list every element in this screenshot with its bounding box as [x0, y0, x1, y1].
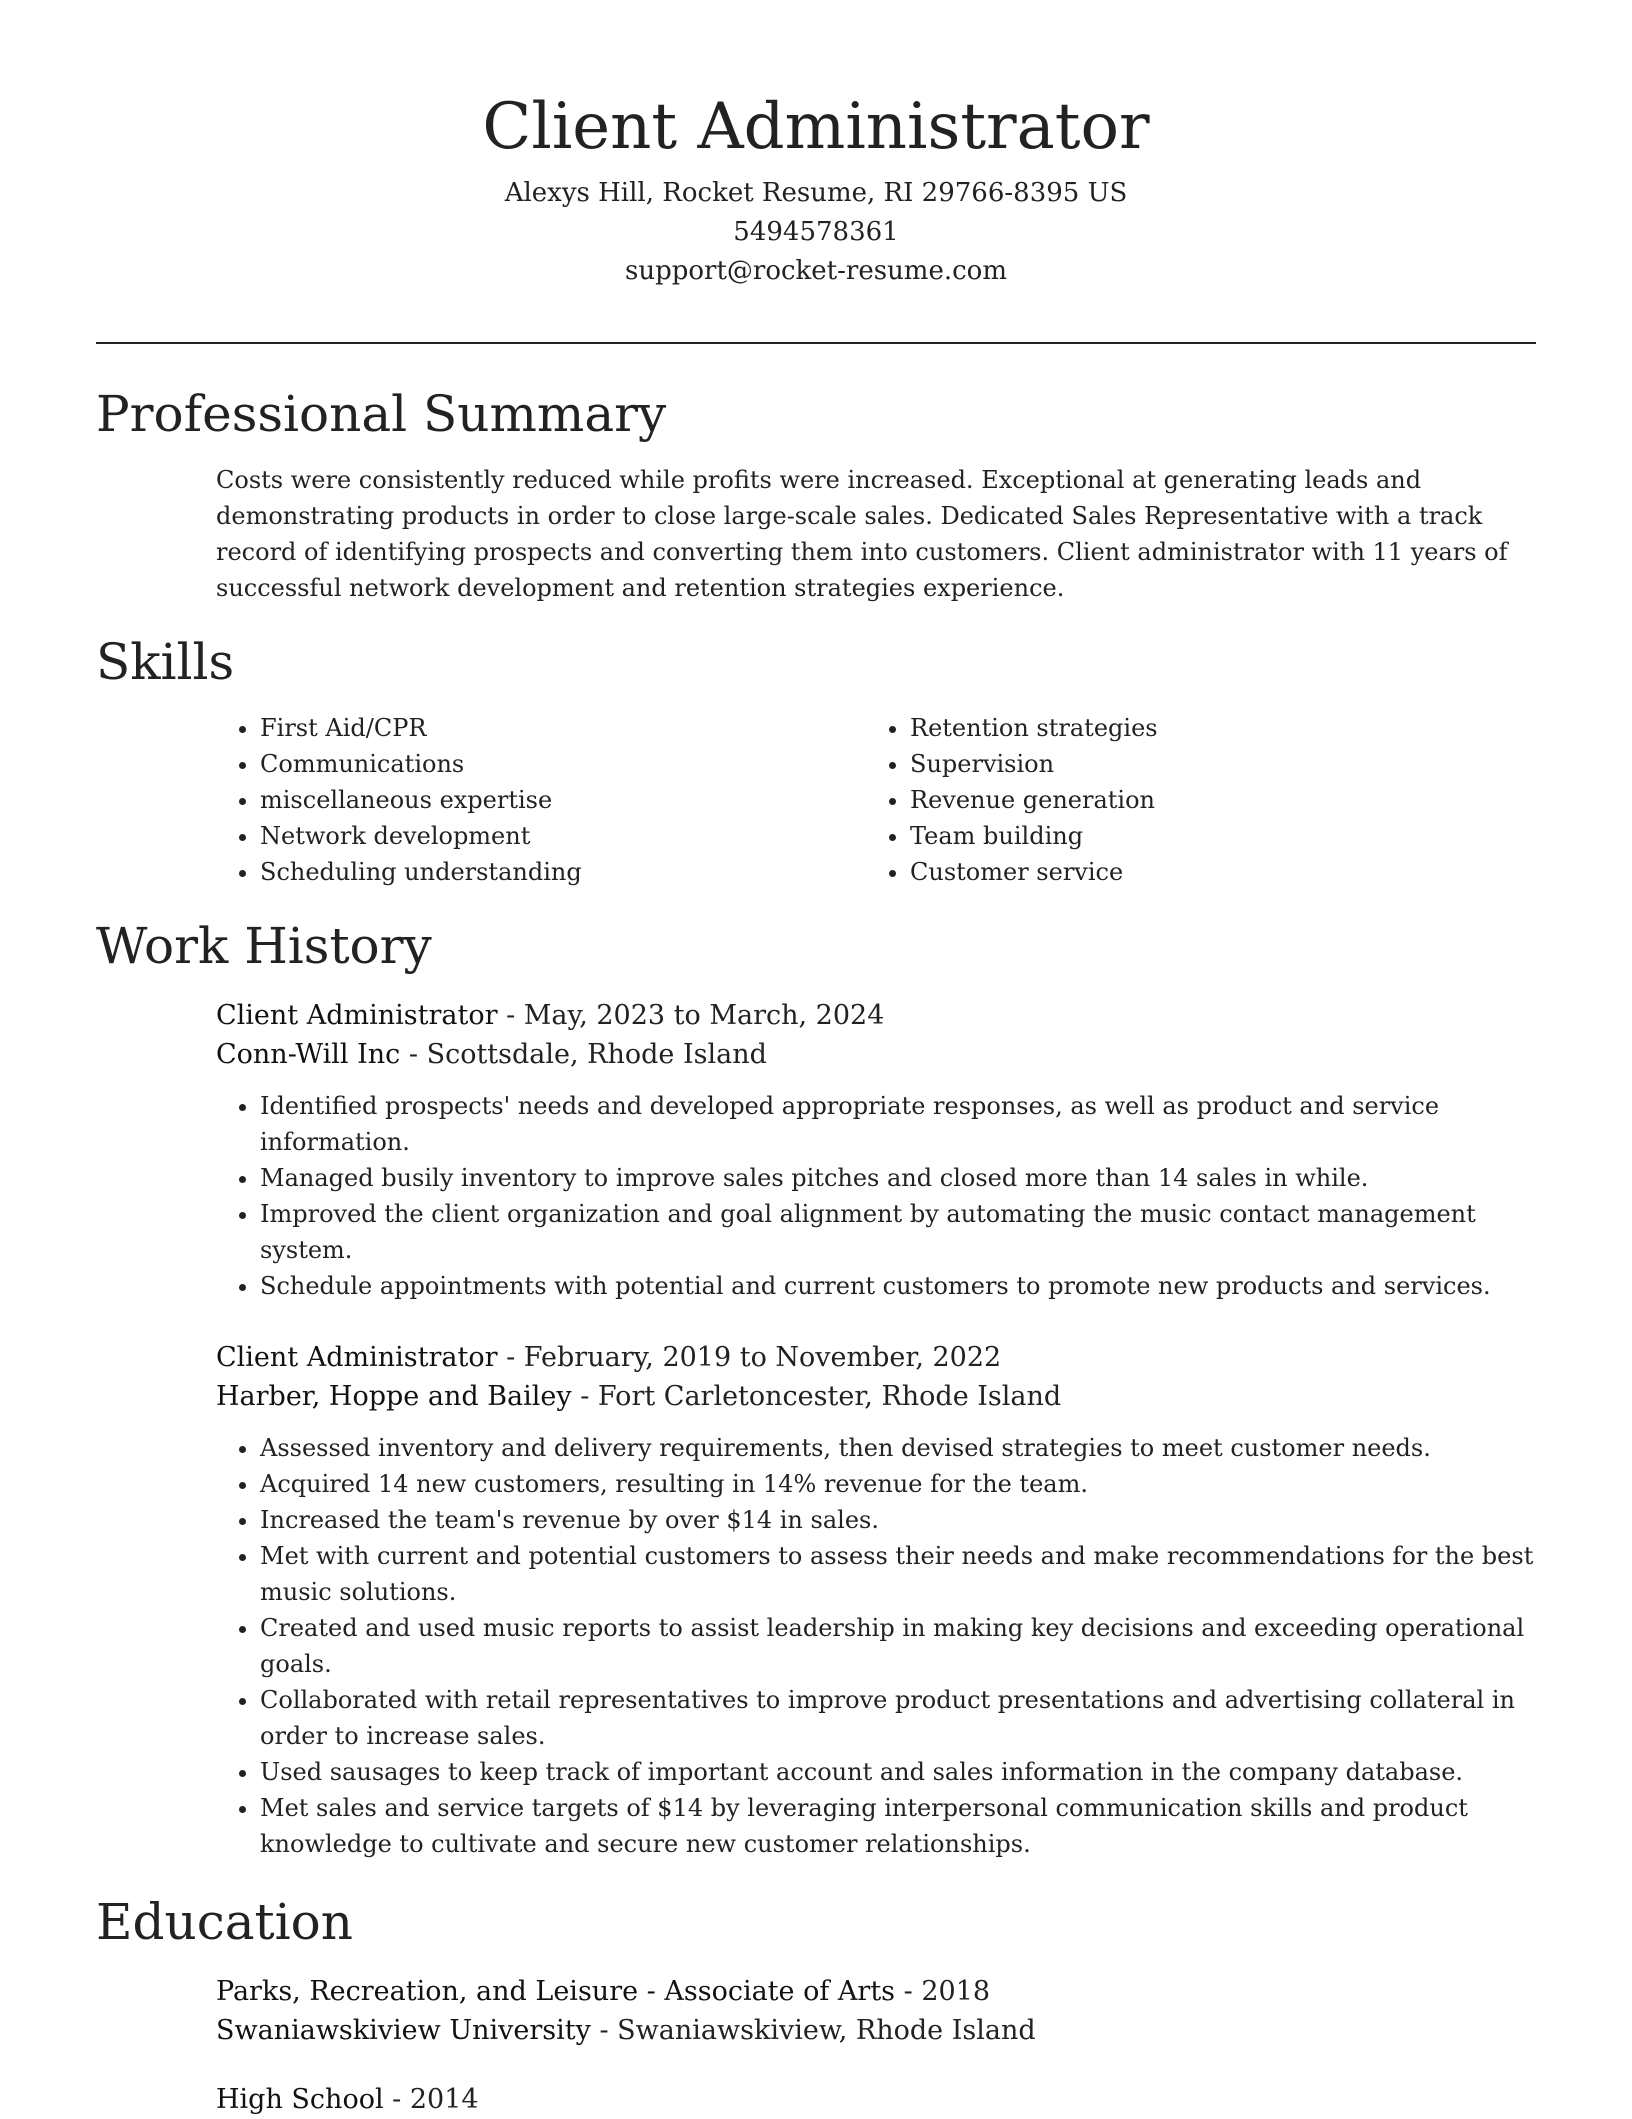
- job-bullet: • Managed busily inventory to improve sales pitches and closed more than 14 sales in while.: [260, 1160, 1536, 1196]
- skill-item: • miscellaneous expertise: [260, 782, 866, 818]
- job-bullets: [216, 1088, 1536, 1304]
- contact-email: support@rocket-resume.com: [624, 256, 1007, 286]
- education-location: - Swaniawskiview, Rhode Island: [590, 2015, 1036, 2046]
- education-degree: Parks, Recreation, and Leisure - Associate of Arts: [216, 1976, 896, 2007]
- work-history-heading: Work History: [96, 917, 432, 975]
- education-school: Swaniawskiview University: [216, 2015, 591, 2046]
- job-bullet: • Met with current and potential customers to assess their needs and make recommendations for the best music solutions.: [260, 1538, 1536, 1610]
- job-bullet: • Improved the client organization and goal alignment by automating the music contact management system.: [260, 1196, 1536, 1268]
- summary-text: Costs were consistently reduced while profits were increased. Exceptional at generating leads and demonstrating products in order to close large-scale sales. Dedicated Sales Representative with a track record of identifying prospects and converting them into customers. Client administrator with 11 years of successful network development and retention strategies experience.: [216, 466, 1508, 602]
- job-bullet: • Met sales and service targets of $14 by leveraging interpersonal communication skills and product knowledge to cultivate and secure new customer relationships.: [260, 1790, 1536, 1862]
- job-bullet: • Identified prospects' needs and developed appropriate responses, as well as product and service information.: [260, 1088, 1536, 1160]
- skill-item: • Revenue generation: [910, 782, 1516, 818]
- job-dates: - February, 2019 to November, 2022: [497, 1342, 1002, 1373]
- summary-heading: Professional Summary: [96, 385, 667, 443]
- education-entry: [216, 1972, 1536, 2050]
- job-company: Conn-Will Inc: [216, 1039, 401, 1070]
- education-year: - 2014: [383, 2084, 479, 2115]
- job-bullet: • Assessed inventory and delivery requirements, then devised strategies to meet customer needs.: [260, 1430, 1536, 1466]
- skill-item: • Customer service: [910, 854, 1516, 890]
- contact-phone: 5494578361: [733, 217, 899, 247]
- education-school-line: [216, 2011, 1536, 2050]
- contact-info: [0, 174, 1632, 291]
- job-bullet: • Increased the team's revenue by over $14 in sales.: [260, 1502, 1536, 1538]
- job-bullet: • Collaborated with retail representatives to improve product presentations and advertising collateral in order to increase sales.: [260, 1682, 1536, 1754]
- skill-item: • Communications: [260, 746, 866, 782]
- job-title: Client Administrator: [216, 1000, 498, 1031]
- job-bullet: • Used sausages to keep track of important account and sales information in the company database.: [260, 1754, 1536, 1790]
- page-title: Client Administrator: [482, 90, 1150, 164]
- education-degree-line: [216, 2080, 1536, 2119]
- job-bullet: • Schedule appointments with potential and current customers to promote new products and services.: [260, 1268, 1536, 1304]
- job-company: Harber, Hoppe and Bailey: [216, 1381, 572, 1412]
- education-heading: Education: [96, 1893, 353, 1951]
- job-company-line: [216, 1377, 1536, 1416]
- job-title: Client Administrator: [216, 1342, 498, 1373]
- skill-item: • Network development: [260, 818, 866, 854]
- skills-heading: Skills: [96, 633, 235, 691]
- education-year: - 2018: [895, 1976, 991, 2007]
- job-location: - Fort Carletoncester, Rhode Island: [571, 1381, 1062, 1412]
- education-degree: High School: [216, 2084, 384, 2115]
- job-entry: [216, 1338, 1536, 1862]
- resume-header: [0, 0, 1632, 291]
- job-location: - Scottsdale, Rhode Island: [400, 1039, 767, 1070]
- job-bullets: [216, 1430, 1536, 1862]
- job-title-line: [216, 1338, 1536, 1377]
- contact-address: Alexys Hill, Rocket Resume, RI 29766-8395 US: [504, 178, 1128, 208]
- skill-item: • Supervision: [910, 746, 1516, 782]
- education-degree-line: [216, 1972, 1536, 2011]
- job-title-line: [216, 996, 1536, 1035]
- header-divider: [96, 342, 1536, 344]
- job-dates: - May, 2023 to March, 2024: [497, 1000, 885, 1031]
- job-entry: [216, 996, 1536, 1304]
- skill-item: • First Aid/CPR: [260, 710, 866, 746]
- job-bullet: • Acquired 14 new customers, resulting in 14% revenue for the team.: [260, 1466, 1536, 1502]
- education-entry: [216, 2080, 1536, 2119]
- job-company-line: [216, 1035, 1536, 1074]
- skill-item: • Scheduling understanding: [260, 854, 866, 890]
- skills-list: [216, 710, 1536, 890]
- skills-column-right: [866, 710, 1516, 890]
- skill-item: • Team building: [910, 818, 1516, 854]
- skill-item: • Retention strategies: [910, 710, 1516, 746]
- skills-column-left: [216, 710, 866, 890]
- job-bullet: • Created and used music reports to assist leadership in making key decisions and exceeding operational goals.: [260, 1610, 1536, 1682]
